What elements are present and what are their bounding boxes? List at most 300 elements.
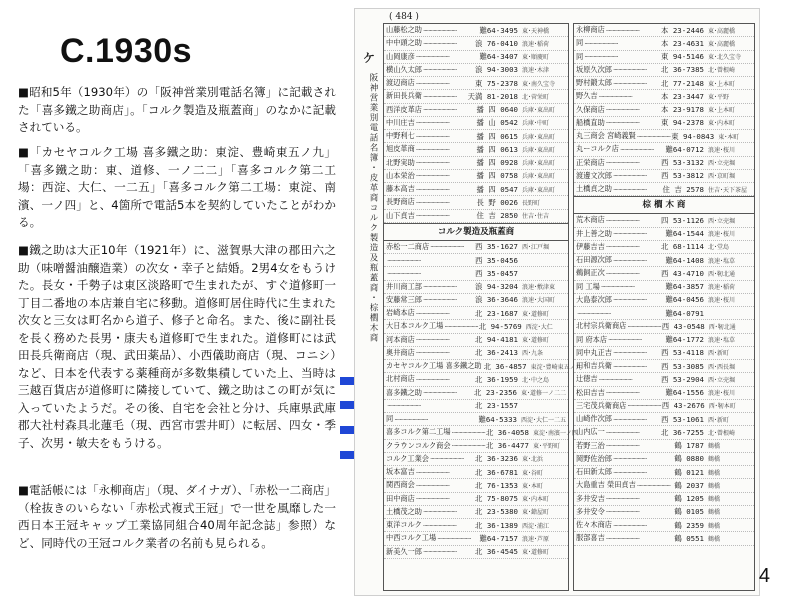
leader-dots: ·························· (612, 295, 647, 305)
entry-name: 坂原久次郎 (576, 64, 612, 74)
entry-phone: 本 23-4631 (661, 38, 704, 48)
entry-name: 石田新太郎 (576, 467, 612, 477)
entry-address: 兵庫･東出町 (522, 173, 556, 181)
entry-address: 長野町 (522, 199, 541, 207)
entry-phone: 北 36-3236 (475, 454, 518, 464)
entry-address: 東･平野町 (532, 443, 560, 451)
scan-section-marker: ケ (363, 51, 376, 65)
directory-entry (384, 77, 568, 90)
leader-dots: ·························· (422, 38, 457, 48)
entry-name: 大日本コルク工場 (386, 321, 444, 331)
entry-address: 西･立売堀 (708, 376, 736, 384)
entry-phone: 北 94-5769 (478, 321, 522, 331)
entry-address: 東･高麗橋 (708, 27, 736, 35)
entry-address: 西･江戸堀 (522, 244, 550, 252)
entry-address: 東･本町 (718, 133, 740, 141)
entry-phone: 北 75-8075 (475, 494, 518, 504)
left-top-entries (384, 24, 568, 223)
entry-name: 石田源次郎 (576, 255, 612, 265)
leader-dots: ·························· (627, 321, 661, 331)
entry-address: 鶴橋 (708, 482, 721, 490)
leader-dots: ·························· (636, 131, 671, 141)
leader-dots: ·························· (584, 38, 618, 48)
directory-entry (574, 183, 754, 196)
entry-phone: 浪 94-3003 (475, 65, 518, 75)
entry-address: 西･靭本町 (708, 403, 736, 411)
entry-address: 東･道修町 (522, 310, 550, 318)
leader-dots: ·························· (605, 25, 640, 35)
entry-phone: 鶴 0121 (674, 467, 704, 477)
entry-address: 浪速･稲荷 (522, 40, 550, 48)
entry-address: 東･順慶町 (522, 54, 550, 62)
directory-entry (574, 294, 754, 307)
leader-dots: ·························· (415, 467, 450, 477)
entry-phone: 難64-1544 (665, 229, 704, 239)
directory-entry (384, 51, 568, 64)
leader-dots: ·························· (600, 282, 635, 292)
leader-dots: ·························· (612, 454, 647, 464)
leader-dots: ·························· (612, 229, 647, 239)
entry-address: 西･靭北通 (708, 270, 736, 278)
entry-name: 北野実助 (386, 157, 415, 167)
entry-name: 同 (576, 51, 584, 61)
directory-entry (574, 37, 754, 50)
directory-entry (384, 254, 568, 267)
entry-name: 渡辺商店 (386, 78, 415, 88)
entry-phone: 浪 76-0410 (475, 38, 518, 48)
directory-entry (384, 466, 568, 479)
entry-phone: 播 四 0928 (476, 158, 518, 168)
entry-name: 山下貞吉 (386, 210, 415, 220)
entry-phone: 難64-0712 (665, 144, 704, 154)
entry-phone: 本 23-2446 (661, 25, 704, 35)
directory-entry (384, 130, 568, 143)
entry-phone: 西 53-1061 (661, 414, 704, 424)
leader-dots: ·························· (429, 454, 464, 464)
entry-address: 東･谷町 (522, 469, 544, 477)
slide-title: C.1930s (60, 32, 193, 70)
entry-phone: 本 23-3447 (661, 91, 704, 101)
entry-phone: 浪 94-3204 (475, 282, 518, 292)
paragraph-3: ■鐵之助は大正10年（1921年）に、滋賀県大津の郡田六之助（味噌醤油醸造業）の次女・幸子と結婚。2男4女をもうけた。長女・千勢子は東区淡路町で生まれたが、すぐ道修町一丁目二番地の本店兼自宅に移動。道修町居住時代に生まれた次女と三女は町名から道子、修子と命名。また、後に副社長を長く務めた長男・康夫も道修町で生まれた。道修町には武田長兵衛商店（現、武田薬品）、小西儀助商店（現、コニシ）など、日本を代表する薬種商が多数集積していた上、当時は三越百貨店が道修町に隣接していて、鐵之助はこの町が気に入っていたようだ。その後、自宅を会社と分け、兵庫県武庫郡大社村森具北蓮毛（現、西宮市雲井町）に転居、四女・季子、次男・敏夫をもうける。 (18, 243, 336, 450)
leader-dots: ·························· (444, 321, 478, 331)
entry-name: 長野商店 (386, 197, 415, 207)
entry-address: 東淀･南濱一ノ四 (532, 429, 578, 437)
entry-phone: 鶴 1205 (674, 494, 704, 504)
entry-name: 藤本高吉 (386, 184, 415, 194)
entry-name: 土橋茂之助 (386, 506, 422, 516)
directory-entry (384, 479, 568, 492)
leader-dots: ·························· (415, 171, 450, 181)
directory-entry (574, 466, 754, 479)
entry-phone: 北 36-7255 (661, 427, 704, 437)
entry-address: 兵庫･中町 (522, 120, 550, 128)
entry-phone: 難64-0791 (665, 308, 704, 318)
directory-entry (384, 453, 568, 466)
entry-name: 井川商工部 (386, 281, 422, 291)
leader-dots: ·························· (605, 118, 640, 128)
entry-address: 北･菅栄町 (522, 93, 550, 101)
palm-entries (574, 214, 754, 545)
leader-dots: ·························· (612, 78, 647, 88)
directory-entry (574, 90, 754, 103)
entry-phone: 難64-1772 (665, 335, 704, 345)
entry-address: 西･京町堀 (708, 173, 736, 181)
leader-dots: ·························· (605, 388, 640, 398)
leader-dots: ·························· (612, 414, 647, 424)
entry-name: 船橋直助 (576, 117, 605, 127)
leader-dots: ·························· (415, 144, 450, 154)
entry-name: 北村宗兵衛商店 (576, 321, 627, 331)
entry-address: 東･高麗橋 (708, 40, 736, 48)
leader-dots: ·························· (415, 494, 450, 504)
entry-phone: 東 75-2378 (475, 78, 518, 88)
scan-left-column (383, 23, 582, 591)
entry-address: 鶴橋 (708, 469, 721, 477)
leader-dots: ·························· (605, 215, 640, 225)
leader-dots: ·························· (619, 144, 654, 154)
directory-entry (384, 267, 568, 280)
directory-entry (574, 64, 754, 77)
directory-entry (384, 413, 568, 426)
leader-dots: ·························· (605, 427, 640, 437)
directory-entry (384, 183, 568, 196)
entry-name: 多井安令 (576, 506, 605, 516)
directory-entry (384, 241, 568, 254)
entry-phone: 北 23-1557 (475, 401, 518, 411)
leader-dots: ·························· (415, 197, 450, 207)
entry-name: 土橋貞之助 (576, 184, 612, 194)
entry-phone: 北 76-1353 (475, 480, 518, 490)
leader-dots: ·························· (605, 533, 640, 543)
directory-entry (574, 241, 754, 254)
entry-phone: 難64-7157 (479, 533, 518, 543)
entry-name: 安藤常三郎 (386, 294, 422, 304)
entry-name: 若野三治 (576, 440, 605, 450)
entry-phone: 播 四 0758 (476, 171, 518, 181)
entry-name: 山崎作次郎 (576, 414, 612, 424)
entry-phone: 東 94-0843 (671, 131, 715, 141)
entry-name: 伊藤吉吉 (576, 241, 605, 251)
entry-phone: 西 43-4710 (661, 268, 704, 278)
directory-entry (384, 24, 568, 37)
leader-dots: ·························· (605, 268, 640, 278)
cork-section-title: コルク製造及瓶蓋商 (384, 223, 568, 241)
directory-entry (574, 117, 754, 130)
paragraph-4: ■電話帳には「永柳商店」（現、ダイナガ）、「赤松一二商店」（栓抜きのいらない「赤松式複式王冠」で一世を風靡した一西日本王冠キャップ工業協同組合40周年記念誌」参照）など、同時代の王冠コルク業者の名前も見られる。 (18, 483, 336, 550)
entry-address: 浪速･塩草 (708, 337, 736, 345)
entry-address: 浪速･塩草 (708, 257, 736, 265)
leader-dots: ·························· (415, 131, 450, 141)
entry-address: 西･西長堀 (708, 363, 736, 371)
entry-address: 東･道修一ノ二二 (520, 390, 566, 398)
leader-dots: ·························· (612, 467, 647, 477)
entry-address: 浪速･敷津東 (522, 284, 556, 292)
entry-name: 中川庄吉 (386, 117, 415, 127)
entry-address: 北･曾根崎 (708, 67, 736, 75)
entry-phone: 鶴 2359 (674, 520, 704, 530)
directory-entry (384, 143, 568, 156)
entry-phone: 北 77-2148 (661, 78, 704, 88)
entry-name: 喜多鐵之助 (386, 387, 422, 397)
entry-name: 河本商店 (386, 334, 415, 344)
entry-phone: 住 吉 2578 (662, 184, 704, 194)
leader-dots: ·························· (605, 507, 640, 517)
entry-name: 西洋皮革店 (386, 104, 422, 114)
entry-phone: 北 36-4058 (485, 427, 529, 437)
leader-dots: ·························· (430, 242, 464, 252)
entry-address: 兵庫･東出町 (522, 186, 556, 194)
directory-entry (574, 493, 754, 506)
leader-dots: ·························· (605, 105, 640, 115)
entry-address: 西･立売堀 (708, 217, 736, 225)
directory-entry (574, 320, 754, 333)
entry-phone: 難64-0456 (665, 295, 704, 305)
directory-entry (574, 170, 754, 183)
directory-entry (574, 440, 754, 453)
entry-name: 丸ーコルク店 (576, 144, 619, 154)
entry-phone: 北 23-2356 (473, 388, 517, 398)
directory-entry (574, 426, 754, 439)
leader-dots: ·························· (415, 335, 450, 345)
leader-dots: ·························· (415, 78, 450, 88)
directory-entry (574, 453, 754, 466)
directory-entry (384, 532, 568, 545)
entry-phone: 西 43-0548 (661, 321, 705, 331)
directory-entry (384, 387, 568, 400)
entry-name: 東洋コルク (386, 520, 422, 530)
entry-phone: 北 36-7385 (661, 65, 704, 75)
entry-address: 東･内本町 (708, 120, 736, 128)
directory-entry (574, 51, 754, 64)
entry-address: 鶴橋 (708, 522, 721, 530)
entry-name: 喜多コルク第二工場 (386, 427, 451, 437)
leader-dots: ·························· (422, 507, 457, 517)
entry-name: コルク工業会 (386, 453, 429, 463)
directory-entry (384, 210, 568, 223)
leader-dots: ·························· (605, 242, 640, 252)
entry-phone: 北 23-1687 (475, 308, 518, 318)
entry-address: 兵庫･東出町 (522, 107, 556, 115)
entry-name: 佐々木商店 (576, 520, 612, 530)
entry-phone: 播 四 0640 (476, 105, 518, 115)
entry-name: 北村商店 (386, 374, 415, 384)
entry-name: 松田吉吉 (576, 387, 605, 397)
entry-phone: 難64-1408 (665, 255, 704, 265)
entry-phone: 長 野 0026 (476, 197, 518, 207)
leader-dots: ·························· (612, 171, 647, 181)
entry-name: 多井安吉 (576, 493, 605, 503)
leader-dots: ·························· (612, 184, 647, 194)
entry-name: 同 府本店 (576, 334, 608, 344)
entry-phone: 北 36-1389 (475, 520, 518, 530)
entry-address: 西･立売堀 (708, 160, 736, 168)
entry-name: 渡邊文次郎 (576, 170, 612, 180)
directory-entry (384, 506, 568, 519)
entry-name: 大島重吉 榮田貞吉 (576, 480, 636, 490)
entry-phone: 北 68-1114 (661, 242, 704, 252)
entry-address: 浪速･稲荷 (708, 284, 736, 292)
entry-name: 中野利七 (386, 131, 415, 141)
entry-address: 兵庫･東出町 (522, 160, 556, 168)
entry-phone: 北 94-4181 (475, 335, 518, 345)
entry-address: 浪速･桜川 (708, 297, 736, 305)
leader-dots: ·························· (612, 348, 647, 358)
directory-entry (574, 373, 754, 386)
entry-address: 東･北久宝寺 (708, 54, 742, 62)
directory-entry (384, 90, 568, 103)
leader-dots: ·························· (415, 308, 450, 318)
leader-dots: ·························· (605, 158, 640, 168)
entry-address: 東･平野 (708, 93, 730, 101)
entry-name: 山内広一 (576, 427, 605, 437)
leader-dots: ·························· (422, 25, 457, 35)
entry-name: 新田長兵衛 (386, 91, 422, 101)
entry-phone: 播 四 0615 (476, 131, 518, 141)
entry-name: 田和吉兵衛 (576, 361, 612, 371)
entry-phone: 北 36-4857 (483, 361, 527, 371)
entry-address: 東･本町 (522, 482, 544, 490)
entry-address: 東･内本町 (522, 496, 550, 504)
entry-phone: 鶴 1787 (674, 441, 704, 451)
scanned-directory-page (354, 8, 760, 596)
leader-dots: ·························· (612, 520, 647, 530)
entry-phone: 北 36-2413 (475, 348, 518, 358)
directory-entry (574, 307, 754, 320)
entry-name: 新美久一郎 (386, 546, 422, 556)
leader-dots: ·························· (422, 388, 457, 398)
entry-name: 同 工場 (576, 281, 600, 291)
leader-dots: ·························· (394, 414, 428, 424)
entry-name: 山本栄治 (386, 170, 415, 180)
entry-name: 関西商会 (386, 480, 415, 490)
entry-name: 山岡康彦 (386, 51, 415, 61)
entry-name: 田中商店 (386, 493, 415, 503)
entry-phone: 西 35-0457 (475, 268, 518, 278)
entry-name: 中西コルク工場 (386, 533, 437, 543)
entry-phone: 西 43-2676 (661, 401, 705, 411)
entry-address: 東･道修町 (522, 337, 550, 345)
entry-name: 同 (576, 38, 584, 48)
leader-dots: ·························· (415, 184, 450, 194)
leader-dots: ·························· (387, 268, 421, 278)
entry-address: 西･靭北通 (708, 323, 736, 331)
leader-dots: ·························· (387, 401, 421, 411)
entry-address: 鶴橋 (708, 456, 721, 464)
directory-entry (574, 519, 754, 532)
directory-entry (384, 400, 568, 413)
entry-address: 東･南久宝寺 (522, 80, 556, 88)
directory-entry (574, 130, 754, 143)
entry-phone: 西 53-3812 (661, 171, 704, 181)
leader-dots: ·························· (598, 374, 632, 384)
leader-dots: ·························· (636, 480, 671, 490)
entry-address: 北･中之島 (522, 376, 550, 384)
scan-vertical-header: 阪神営業別電話名簿・皮革商コルク製造及瓶蓋商・棕櫚木商 (368, 73, 378, 343)
directory-entry (384, 493, 568, 506)
entry-phone: 鶴 2037 (674, 480, 704, 490)
entry-address: 北･堂島 (708, 244, 730, 252)
entry-phone: 西 53-2904 (661, 374, 704, 384)
leader-dots: ·························· (415, 158, 450, 168)
entry-address: 東淀･豊崎東五ノ九 (530, 363, 582, 371)
leader-dots: ·························· (598, 91, 632, 101)
entry-name: 同中丸正吉 (576, 347, 612, 357)
leader-dots: ·························· (415, 118, 450, 128)
entry-name: 服部喜吉 (576, 533, 605, 543)
directory-entry (384, 281, 568, 294)
entry-name: 野村鍛太郎 (576, 78, 612, 88)
leader-dots: ·························· (451, 441, 485, 451)
entry-phone: 西 53-3132 (661, 158, 704, 168)
entry-name: 横山久太郎 (386, 64, 422, 74)
entry-address: 鶴橋 (708, 496, 721, 504)
entry-phone: 住 吉 2850 (476, 211, 518, 221)
entry-phone: 東 94-5146 (661, 52, 704, 62)
entry-phone: 北 36-1959 (475, 374, 518, 384)
entry-address: 西･新町 (708, 350, 730, 358)
leader-dots: ·························· (422, 282, 457, 292)
leader-dots: ·························· (415, 211, 450, 221)
entry-phone: 難64-3495 (479, 25, 518, 35)
scan-page-header: ( 484 ) (389, 12, 419, 22)
entry-name: カセヤコルク工場 喜多鐵之助 (386, 361, 482, 371)
leader-dots: ·························· (387, 255, 421, 265)
leader-dots: ·························· (422, 105, 457, 115)
leader-dots: ·························· (422, 547, 457, 557)
directory-entry (574, 360, 754, 373)
entry-address: 東･上本町 (708, 80, 736, 88)
directory-entry (384, 64, 568, 77)
palm-section-title: 棕 櫚 木 商 (574, 196, 754, 214)
directory-entry (384, 307, 568, 320)
directory-entry (384, 104, 568, 117)
entry-phone: 西 53-3085 (661, 361, 704, 371)
leader-dots: ·························· (437, 533, 471, 543)
leader-dots: ·························· (627, 401, 661, 411)
entry-address: 東･道修町 (522, 549, 550, 557)
directory-entry (574, 281, 754, 294)
leader-dots: ·························· (415, 52, 450, 62)
directory-entry (574, 387, 754, 400)
entry-name: 野久吉 (576, 91, 598, 101)
entry-phone: 難64-3407 (479, 52, 518, 62)
entry-address: 西･新町 (708, 416, 730, 424)
directory-entry (574, 400, 754, 413)
entry-name: 井上善之助 (576, 228, 612, 238)
entry-name: 鵜飼正次 (576, 268, 605, 278)
entry-phone: 四 53-1126 (661, 215, 704, 225)
directory-entry (384, 196, 568, 209)
entry-name: 岡野佐治郎 (576, 453, 612, 463)
leader-dots: ·························· (422, 295, 457, 305)
entry-phone: 鶴 0551 (674, 533, 704, 543)
directory-entry (384, 440, 568, 453)
directory-entry (574, 157, 754, 170)
entry-phone: 北 36-4545 (475, 547, 518, 557)
entry-phone: 北 36-6781 (475, 467, 518, 477)
entry-address: 浪速･木津 (522, 67, 550, 75)
directory-entry (574, 143, 754, 156)
entry-name: 久保商店 (576, 104, 605, 114)
directory-entry (574, 214, 754, 227)
entry-phone: 浪 36-3646 (475, 295, 518, 305)
entry-phone: 鶴 0105 (674, 507, 704, 517)
entry-phone: 鶴 0880 (674, 454, 704, 464)
entry-address: 西淀･大仁一二五 (520, 416, 566, 424)
leader-dots: ·························· (422, 65, 457, 75)
entry-address: 鶴橋 (708, 535, 721, 543)
